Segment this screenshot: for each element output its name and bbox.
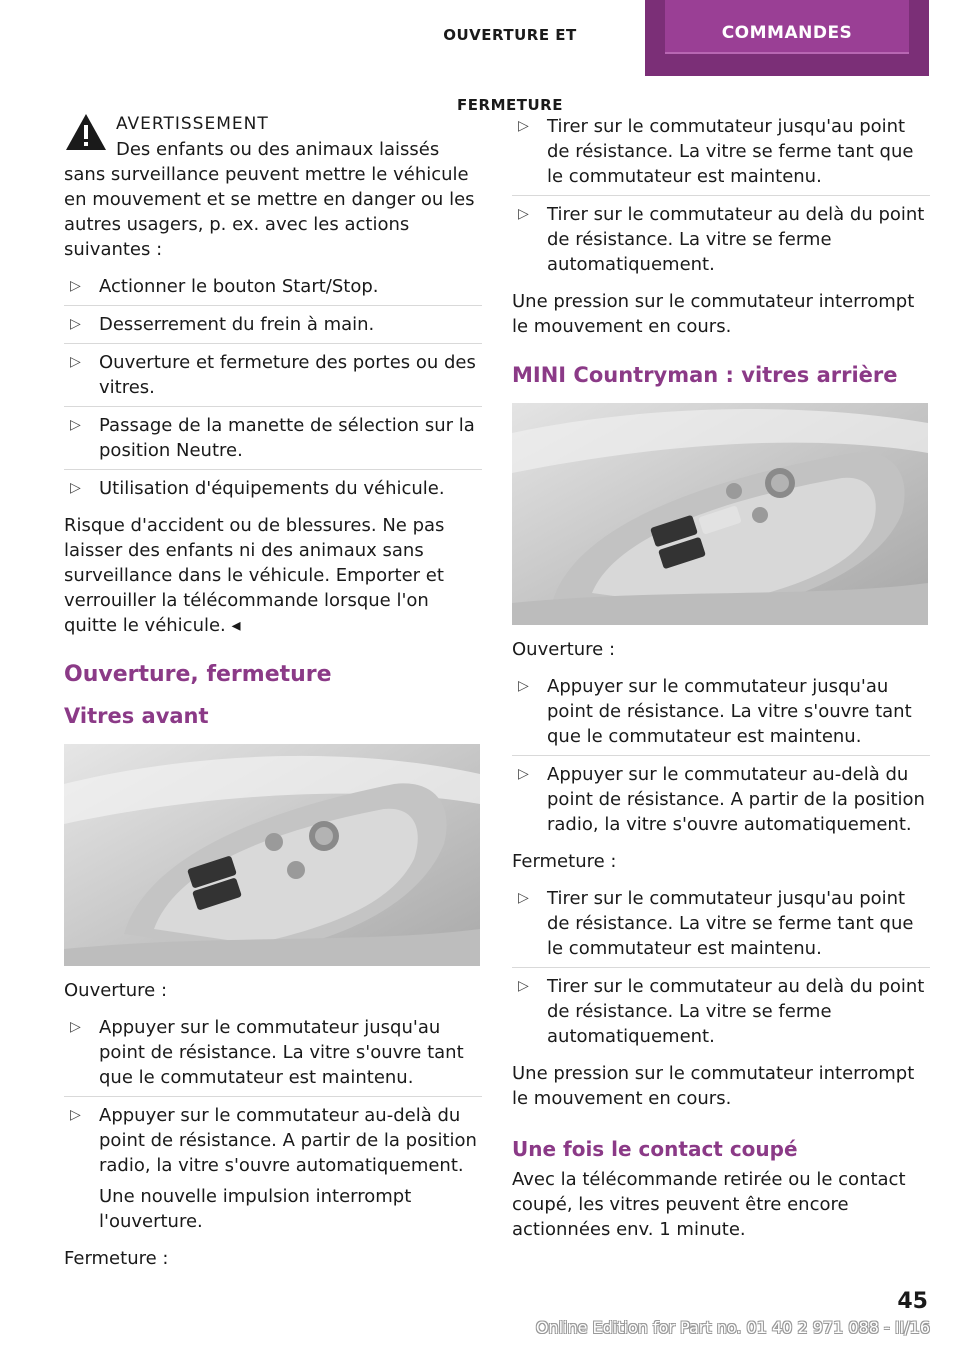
list-item: ▷ Desserrement du frein à main. — [64, 306, 482, 344]
bullet-arrow-icon: ▷ — [70, 278, 81, 294]
list-item: ▷ Tirer sur le commutateur jusqu'au point de résistance. La vitre se ferme tant que le commutateur est maintenu. — [512, 108, 930, 196]
list-item: ▷ Actionner le bouton Start/Stop. — [64, 268, 482, 306]
warning-triangle-icon — [64, 112, 108, 152]
list-item: ▷ Appuyer sur le commutateur au-delà du point de résistance. A partir de la position radio, la vitre s'ouvre automatiquement. Une nouvelle impulsion interrompt l'ouverture. — [64, 1097, 482, 1240]
closing-label: Fermeture : — [64, 1248, 169, 1269]
header-tab[interactable] — [645, 0, 929, 76]
list-item: ▷ Appuyer sur le commutateur jusqu'au point de résistance. La vitre s'ouvre tant que le commutateur est maintenu. — [64, 1009, 482, 1097]
header-tab-label: COMMANDES — [665, 0, 909, 54]
bullet-arrow-icon: ▷ — [518, 890, 529, 906]
page-number: 45 — [897, 1289, 928, 1314]
bullet-arrow-icon: ▷ — [518, 766, 529, 782]
list-item: ▷ Utilisation d'équipements du véhicule. — [70, 478, 445, 499]
bullet-arrow-icon: ▷ — [70, 1107, 81, 1123]
opening-note: Une nouvelle impulsion interrompt l'ouverture. — [99, 1186, 412, 1232]
warning-title: AVERTISSEMENT — [116, 114, 269, 134]
list-item: ▷ Passage de la manette de sélection sur la position Neutre. — [64, 407, 482, 470]
rear-opening-list — [512, 668, 930, 843]
rear-closing-list — [512, 880, 930, 1055]
header-section-title: OUVERTURE ET FERMETURE — [443, 26, 577, 114]
list-item: ▷ Tirer sur le commutateur au delà du point de résistance. La vitre se ferme automatiquement. — [518, 976, 925, 1047]
warning-conclusion: Risque d'accident ou de blessures. Ne pas laisser des enfants ni des animaux sans surveillance dans le véhicule. Emporter et verrouiller la télécommande lorsque l'on quitte le véhicule. ◂ — [64, 515, 445, 636]
front-closing-list — [512, 108, 930, 283]
bullet-arrow-icon: ▷ — [70, 480, 81, 496]
front-window-switch-photo — [64, 744, 480, 966]
list-item: ▷ Tirer sur le commutateur jusqu'au point de résistance. La vitre se ferme tant que le commutateur est maintenu. — [512, 880, 930, 968]
rear-window-switch-photo — [512, 403, 928, 625]
list-item: ▷ Ouverture et fermeture des portes ou des vitres. — [64, 344, 482, 407]
warning-text: Des enfants ou des animaux laissés sans surveillance peuvent mettre le véhicule en mouvement et se mettre en danger ou les autres usagers, p. ex. avec les actions suivantes : — [64, 139, 475, 260]
right-column — [512, 108, 930, 1242]
section-heading: Ouverture, fermeture — [64, 662, 332, 687]
bullet-arrow-icon: ▷ — [70, 316, 81, 332]
opening-label: Ouverture : — [512, 639, 616, 660]
bullet-arrow-icon: ▷ — [70, 354, 81, 370]
list-item: ▷ Appuyer sur le commutateur jusqu'au point de résistance. La vitre s'ouvre tant que le commutateur est maintenu. — [512, 668, 930, 756]
ignition-off-text: Avec la télécommande retirée ou le contact coupé, les vitres peuvent être encore actionnées env. 1 minute. — [512, 1169, 906, 1240]
front-opening-list — [64, 1009, 482, 1240]
bullet-arrow-icon: ▷ — [518, 678, 529, 694]
bullet-arrow-icon: ▷ — [518, 118, 529, 134]
ignition-off-heading: Une fois le contact coupé — [512, 1137, 798, 1161]
list-item: ▷ Tirer sur le commutateur au delà du point de résistance. La vitre se ferme automatiquement. — [518, 204, 925, 275]
closing-label: Fermeture : — [512, 851, 617, 872]
warning-list — [64, 268, 482, 507]
opening-label: Ouverture : — [64, 980, 168, 1001]
stop-note: Une pression sur le commutateur interrompt le mouvement en cours. — [512, 291, 915, 337]
bullet-arrow-icon: ▷ — [70, 417, 81, 433]
stop-note: Une pression sur le commutateur interrompt le mouvement en cours. — [512, 1063, 915, 1109]
front-windows-heading: Vitres avant — [64, 704, 209, 728]
left-column — [64, 108, 482, 1271]
bullet-arrow-icon: ▷ — [70, 1019, 81, 1035]
warning-block — [64, 108, 482, 638]
bullet-arrow-icon: ▷ — [518, 206, 529, 222]
footer-edition: Online Edition for Part no. 01 40 2 971 088 - II/16 — [535, 1318, 930, 1337]
list-item: ▷ Appuyer sur le commutateur au-delà du point de résistance. A partir de la position radio, la vitre s'ouvre automatiquement. — [518, 764, 925, 835]
rear-windows-heading: MINI Countryman : vitres arrière — [512, 363, 898, 387]
bullet-arrow-icon: ▷ — [518, 978, 529, 994]
